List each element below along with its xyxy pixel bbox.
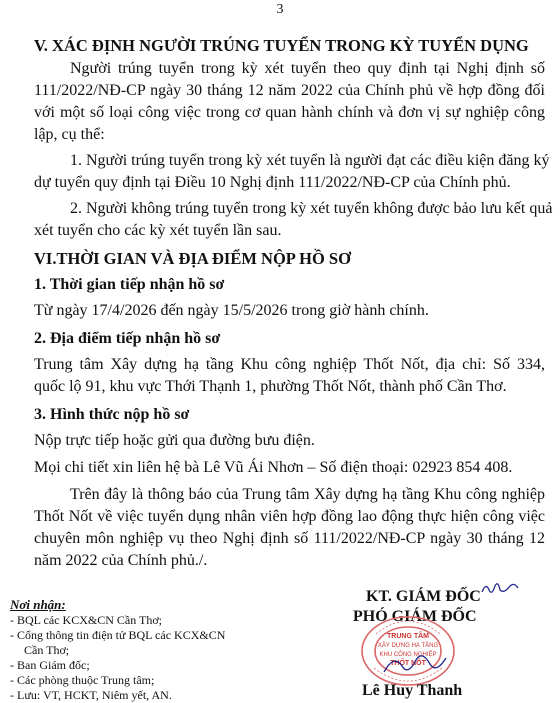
- text-line: với một số loại công việc trong cơ quan hành chính và đơn vị sự nghiệp công: [34, 104, 545, 121]
- sub-1-text: Từ ngày 17/4/2026 đến ngày 15/5/2026 trong giờ hành chính.: [34, 302, 429, 319]
- seal-text-line: THỐT NỐT: [390, 660, 426, 667]
- signature-title-1: KT. GIÁM ĐỐC: [366, 588, 481, 605]
- text-line: 111/2022/NĐ-CP ngày 30 tháng 12 năm 2022 của Chính phủ về hợp đồng đối: [34, 82, 545, 99]
- recipient-line: - Cổng thông tin điện tử BQL các KCX&CN: [10, 628, 226, 642]
- signature-title-2: PHÓ GIÁM ĐỐC: [353, 608, 477, 625]
- contact-line: Mọi chi tiết xin liên hệ bà Lê Vũ Ái Nhơn – Số điện thoại: 02923 854 408.: [34, 459, 513, 476]
- signer-name: Lê Huy Thanh: [362, 682, 463, 699]
- sub-3-text: Nộp trực tiếp hoặc gửi qua đường bưu điện.: [34, 432, 315, 449]
- text-line: năm 2022 của Chính phủ./.: [34, 552, 208, 569]
- sub-heading-2: 2. Địa điểm tiếp nhận hồ sơ: [34, 330, 221, 347]
- text-line: quốc lộ 91, khu vực Thới Thạnh 1, phường Thốt Nốt, thành phố Cần Thơ.: [34, 378, 507, 395]
- handwritten-signature: [380, 648, 450, 680]
- recipient-line: - Ban Giám đốc;: [10, 658, 90, 672]
- seal-text-line: TRUNG TÂM: [387, 633, 429, 640]
- sub-heading-1: 1. Thời gian tiếp nhận hồ sơ: [34, 276, 225, 293]
- recipient-line: - Các phòng thuộc Trung tâm;: [10, 673, 155, 687]
- seal-text-line: XÂY DỰNG HẠ TẦNG: [377, 643, 439, 649]
- section-6-heading: VI.THỜI GIAN VÀ ĐỊA ĐIỂM NỘP HỒ SƠ: [34, 249, 351, 268]
- recipient-line: - Lưu: VT, HCKT, Niêm yết, AN.: [10, 688, 172, 702]
- recipient-line: - BQL các KCX&CN Cần Thơ;: [10, 613, 162, 627]
- recipient-line: Cần Thơ;: [24, 643, 70, 657]
- text-line: 1. Người trúng tuyển trong kỳ xét tuyển là người đạt các điều kiện đăng ký: [70, 152, 550, 169]
- section-5-heading: V. XÁC ĐỊNH NGƯỜI TRÚNG TUYỂN TRONG KỲ TUYỂN DỤNG: [34, 36, 529, 55]
- text-line: dự tuyển quy định tại Điều 10 Nghị định 111/2022/NĐ-CP của Chính phủ.: [34, 174, 511, 191]
- text-line: chuyên môn nghiệp vụ theo Nghị định số 111/2022/NĐ-CP ngày 30 tháng 12: [34, 530, 545, 547]
- text-line: xét tuyển cho các kỳ xét tuyển lần sau.: [34, 222, 282, 239]
- text-line: Trên đây là thông báo của Trung tâm Xây dựng hạ tầng Khu công nghiệp: [70, 486, 545, 503]
- text-line: Thốt Nốt về việc tuyển dụng nhân viên hợp đồng lao động thực hiện công việc: [34, 508, 545, 525]
- page-number: 3: [276, 2, 284, 17]
- recipients-title: Nơi nhận:: [10, 597, 66, 612]
- text-line: 2. Người không trúng tuyển trong kỳ xét tuyển không được bảo lưu kết quả: [70, 200, 553, 217]
- text-line: Người trúng tuyển trong kỳ xét tuyển theo quy định tại Nghị định số: [70, 60, 545, 77]
- text-line: Trung tâm Xây dựng hạ tầng Khu công nghiệp Thốt Nốt, địa chỉ: Số 334,: [34, 356, 545, 373]
- text-line: lập, cụ thể:: [34, 126, 105, 143]
- seal-text-line: KHU CÔNG NGHIỆP: [379, 652, 437, 658]
- handwritten-signature: [480, 580, 520, 598]
- sub-heading-3: 3. Hình thức nộp hồ sơ: [34, 406, 190, 423]
